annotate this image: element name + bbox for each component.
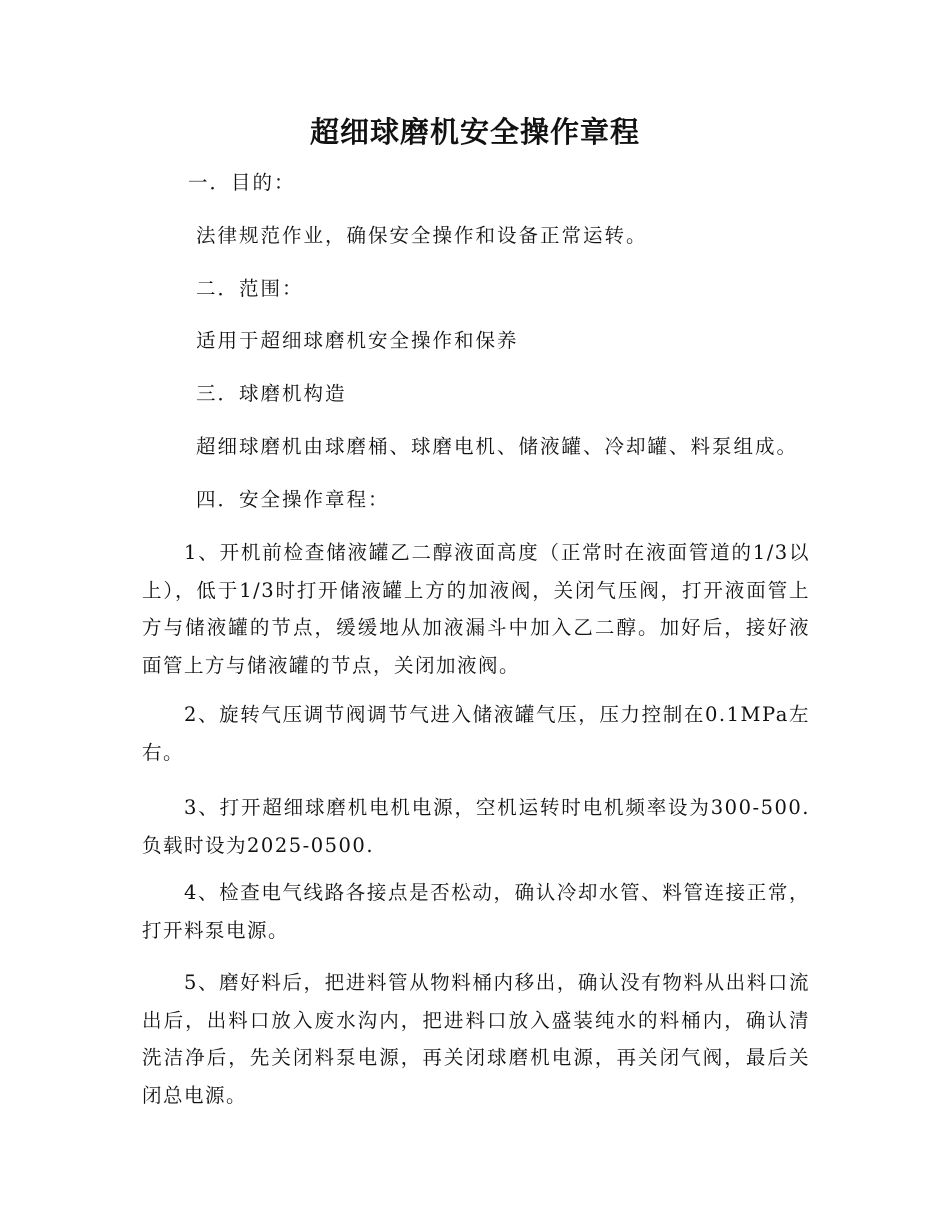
section-heading-procedure: 四．安全操作章程： [196, 488, 390, 511]
section-heading-structure: 三．球磨机构造 [196, 382, 347, 405]
procedure-step-5: 5、磨好料后，把进料管从物料桶内移出，确认没有物料从出料口流出后，出料口放入废水沟内，把进料口放入盛装纯水的料桶内，确认清洗洁净后，先关闭料泵电源，再关闭球磨机电源，再关闭气阀，最后关闭总电源。 [142, 971, 810, 1107]
procedure-step-4: 4、检查电气线路各接点是否松动，确认冷却水管、料管连接正常，打开料泵电源。 [142, 881, 810, 942]
section-heading-purpose: 一．目的： [188, 171, 296, 194]
procedure-step-2: 2、旋转气压调节阀调节气进入储液罐气压，压力控制在0.1MPa左右。 [142, 703, 810, 764]
procedure-step-3: 3、打开超细球磨机电机电源，空机运转时电机频率设为300-500.负载时设为2025-0500. [142, 796, 810, 857]
section-heading-scope: 二．范围： [196, 277, 304, 300]
section-body-structure: 超细球磨机由球磨桶、球磨电机、储液罐、冷却罐、料泵组成。 [196, 435, 799, 458]
document-title: 超细球磨机安全操作章程 [309, 115, 640, 149]
procedure-step-1: 1、开机前检查储液罐乙二醇液面高度（正常时在液面管道的1/3以上），低于1/3时打开储液罐上方的加液阀，关闭气压阀，打开液面管上方与储液罐的节点，缓缓地从加液漏斗中加入乙二醇。加好后，接好液面管上方与储液罐的节点，关闭加液阀。 [142, 541, 810, 677]
section-body-scope: 适用于超细球磨机安全操作和保养 [196, 329, 519, 352]
section-body-purpose: 法律规范作业，确保安全操作和设备正常运转。 [196, 224, 648, 247]
